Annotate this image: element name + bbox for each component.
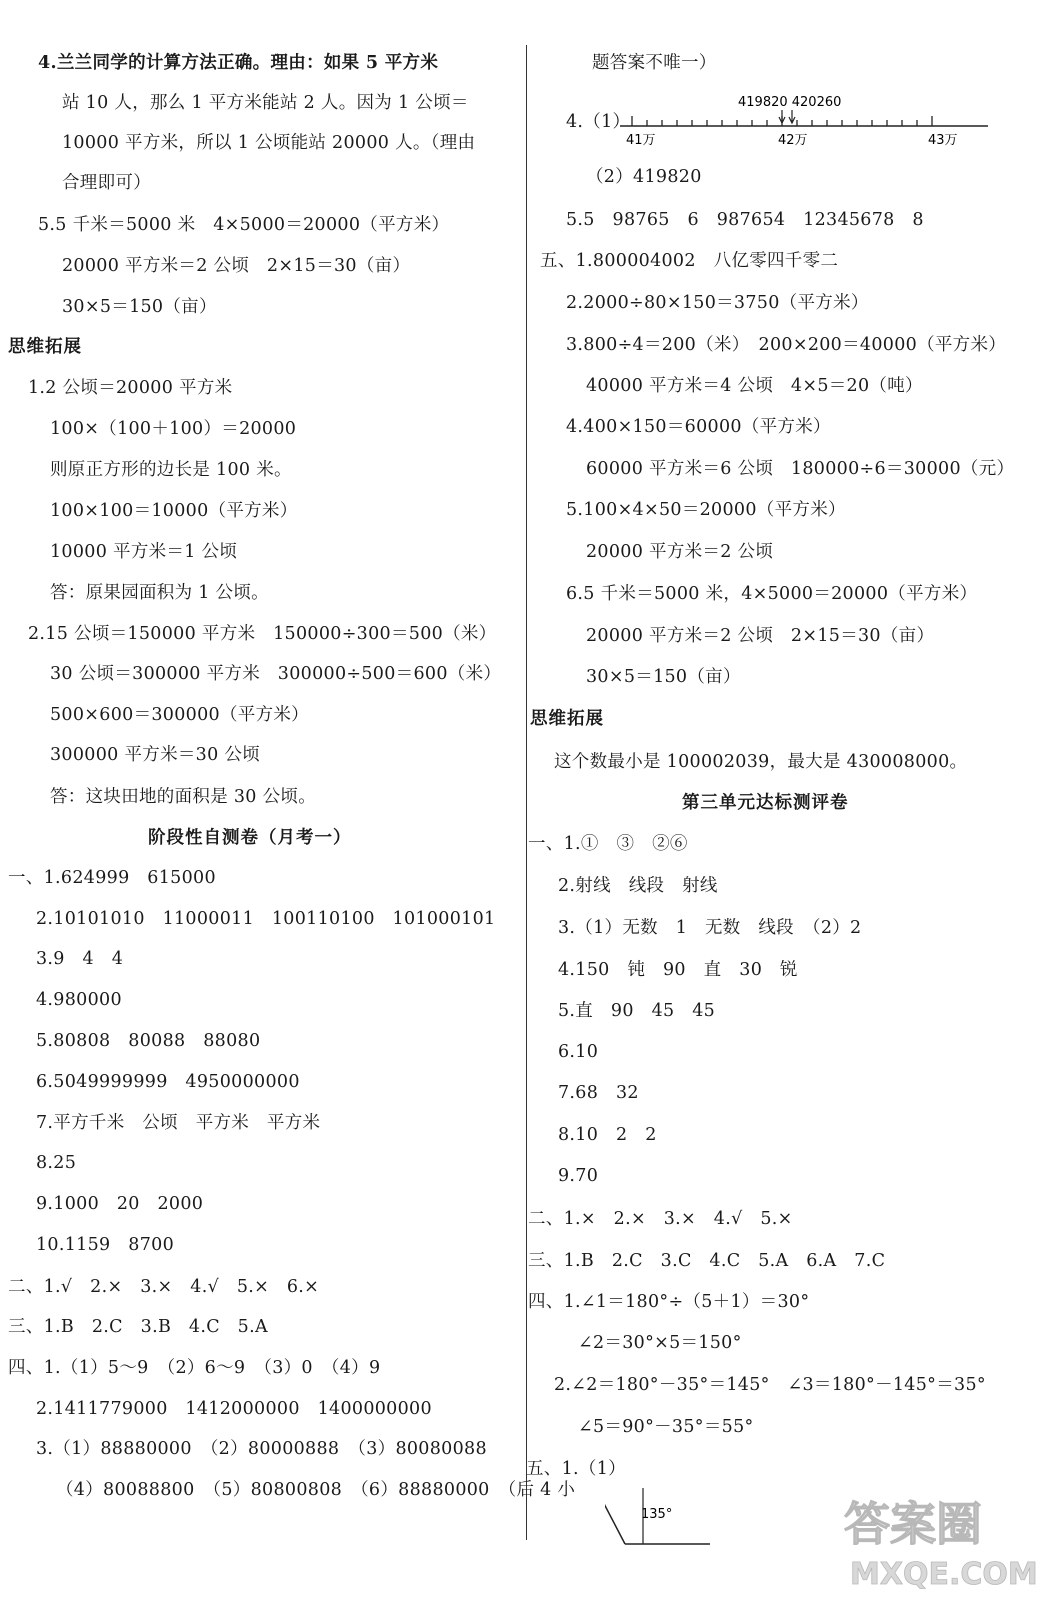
answer-line: 30×5＝150（亩）	[62, 297, 217, 317]
answer-line: 2.15 公顷＝150000 平方米 150000÷300＝500（米）	[28, 624, 497, 644]
answer-line: 5.直 90 45 45	[558, 1001, 716, 1021]
answer-line: 五、1.（1）	[526, 1459, 626, 1479]
answer-line: 5.5 千米＝5000 米 4×5000＝20000（平方米）	[38, 215, 450, 235]
answer-line: 3.（1）88880000 （2）80000888 （3）80080088	[36, 1439, 487, 1459]
answer-line: 5.100×4×50＝20000（平方米）	[566, 500, 846, 520]
answer-line: 四、1.（1）5～9 （2）6～9 （3）0 （4）9	[8, 1358, 381, 1378]
answer-line: 10000 平方米＝1 公顷	[50, 542, 238, 562]
answer-line: 5.5 98765 6 987654 12345678 8	[566, 210, 924, 230]
answer-line: 20000 平方米＝2 公顷	[586, 542, 774, 562]
answer-line: （4）80088800 （5）80800808 （6）88880000 （后 4 小	[56, 1480, 576, 1500]
answer-line: 300000 平方米＝30 公顷	[50, 745, 260, 765]
answer-line: 10000 平方米，所以 1 公顷能站 20000 人。（理由	[62, 133, 476, 153]
number-line-top-labels: 419820 420260	[738, 95, 842, 110]
answer-line: 三、1.B 2.C 3.B 4.C 5.A	[8, 1317, 268, 1337]
section-heading: 思维拓展	[8, 337, 82, 357]
column-divider	[526, 45, 527, 1540]
section-heading: 思维拓展	[530, 709, 604, 729]
answer-line: 一、1.624999 615000	[8, 868, 216, 888]
answer-line: 答：这块田地的面积是 30 公顷。	[50, 787, 316, 807]
answer-line: 4.（1）	[566, 112, 631, 132]
answer-line: 4.兰兰同学的计算方法正确。理由：如果 5 平方米	[38, 53, 439, 73]
answer-line: 站 10 人，那么 1 平方米能站 2 人。因为 1 公顷＝	[62, 93, 469, 113]
section-title: 阶段性自测卷（月考一）	[148, 828, 352, 848]
watermark-top-text: 答案圈	[844, 1497, 982, 1551]
tick-label-42wan: 42万	[778, 133, 808, 148]
answer-line: 2.射线 线段 射线	[558, 876, 718, 896]
answer-line: 8.25	[36, 1153, 77, 1173]
answer-line: 9.1000 20 2000	[36, 1194, 204, 1214]
angle-135-figure	[605, 1488, 725, 1548]
tick-label-43wan: 43万	[928, 133, 958, 148]
answer-line: 8.10 2 2	[558, 1125, 657, 1145]
answer-line: 2.1411779000 1412000000 1400000000	[36, 1399, 432, 1419]
watermark-logo	[836, 1482, 1040, 1594]
watermark-bottom-text: MXQE.COM	[850, 1557, 1038, 1592]
answer-line: 4.150 钝 90 直 30 锐	[558, 960, 798, 980]
answer-line: 7.平方千米 公顷 平方米 平方米	[36, 1113, 321, 1133]
answer-line: 4.980000	[36, 990, 122, 1010]
answer-line: 2.2000÷80×150＝3750（平方米）	[566, 293, 869, 313]
answer-line: 2.∠2＝180°－35°＝145° ∠3＝180°－145°＝35°	[554, 1375, 986, 1395]
arrow-419820	[779, 110, 785, 123]
answer-line: 这个数最小是 100002039，最大是 430008000。	[554, 752, 968, 772]
answer-line: 40000 平方米＝4 公顷 4×5＝20（吨）	[586, 376, 923, 396]
answer-line: 4.400×150＝60000（平方米）	[566, 417, 831, 437]
answer-line: ∠2＝30°×5＝150°	[578, 1333, 742, 1353]
answer-line: 6.5049999999 4950000000	[36, 1072, 300, 1092]
answer-line: 6.10	[558, 1042, 599, 1062]
answer-line: 合理即可）	[62, 173, 151, 193]
answer-line: 2.10101010 11000011 100110100 101000101	[36, 909, 496, 929]
answer-line: 30 公顷＝300000 平方米 300000÷500＝600（米）	[50, 664, 502, 684]
answer-line: 题答案不唯一）	[592, 53, 717, 73]
answer-line: 二、1.× 2.× 3.× 4.√ 5.×	[528, 1209, 793, 1229]
tick-label-41wan: 41万	[626, 133, 656, 148]
answer-line: 10.1159 8700	[36, 1235, 175, 1255]
answer-line: ∠5＝90°－35°＝55°	[578, 1417, 754, 1437]
arrow-420260	[789, 110, 795, 123]
answer-line: 5.80808 80088 88080	[36, 1031, 261, 1051]
answer-line: 6.5 千米＝5000 米，4×5000＝20000（平方米）	[566, 584, 978, 604]
answer-line: 20000 平方米＝2 公顷 2×15＝30（亩）	[62, 256, 411, 276]
section-title: 第三单元达标测评卷	[682, 793, 849, 813]
answer-line: 三、1.B 2.C 3.C 4.C 5.A 6.A 7.C	[528, 1251, 886, 1271]
answer-line: （2）419820	[586, 167, 702, 187]
number-line-figure	[618, 92, 998, 154]
answer-line: 500×600＝300000（平方米）	[50, 705, 309, 725]
answer-line: 五、1.800004002 八亿零四千零二	[540, 251, 839, 271]
answer-line: 一、1.① ③ ②⑥	[528, 834, 688, 854]
answer-line: 答：原果园面积为 1 公顷。	[50, 583, 269, 603]
answer-line: 60000 平方米＝6 公顷 180000÷6＝30000（元）	[586, 459, 1015, 479]
answer-line: 9.70	[558, 1166, 599, 1186]
answer-line: 3.800÷4＝200（米） 200×200＝40000（平方米）	[566, 335, 1007, 355]
answer-line: 100×（100＋100）＝20000	[50, 419, 297, 439]
answer-line: 则原正方形的边长是 100 米。	[50, 460, 292, 480]
answer-line: 20000 平方米＝2 公顷 2×15＝30（亩）	[586, 626, 935, 646]
answer-line: 1.2 公顷＝20000 平方米	[28, 378, 233, 398]
answer-line: 7.68 32	[558, 1083, 639, 1103]
answer-line: 3.（1）无数 1 无数 线段 （2）2	[558, 918, 862, 938]
angle-ray-oblique	[605, 1496, 625, 1544]
angle-label: 135°	[641, 1507, 673, 1522]
answer-line: 四、1.∠1＝180°÷（5＋1）＝30°	[528, 1292, 810, 1312]
answer-line: 30×5＝150（亩）	[586, 667, 741, 687]
answer-line: 3.9 4 4	[36, 949, 124, 969]
answer-line: 100×100＝10000（平方米）	[50, 501, 298, 521]
answer-line: 二、1.√ 2.× 3.× 4.√ 5.× 6.×	[8, 1277, 320, 1297]
